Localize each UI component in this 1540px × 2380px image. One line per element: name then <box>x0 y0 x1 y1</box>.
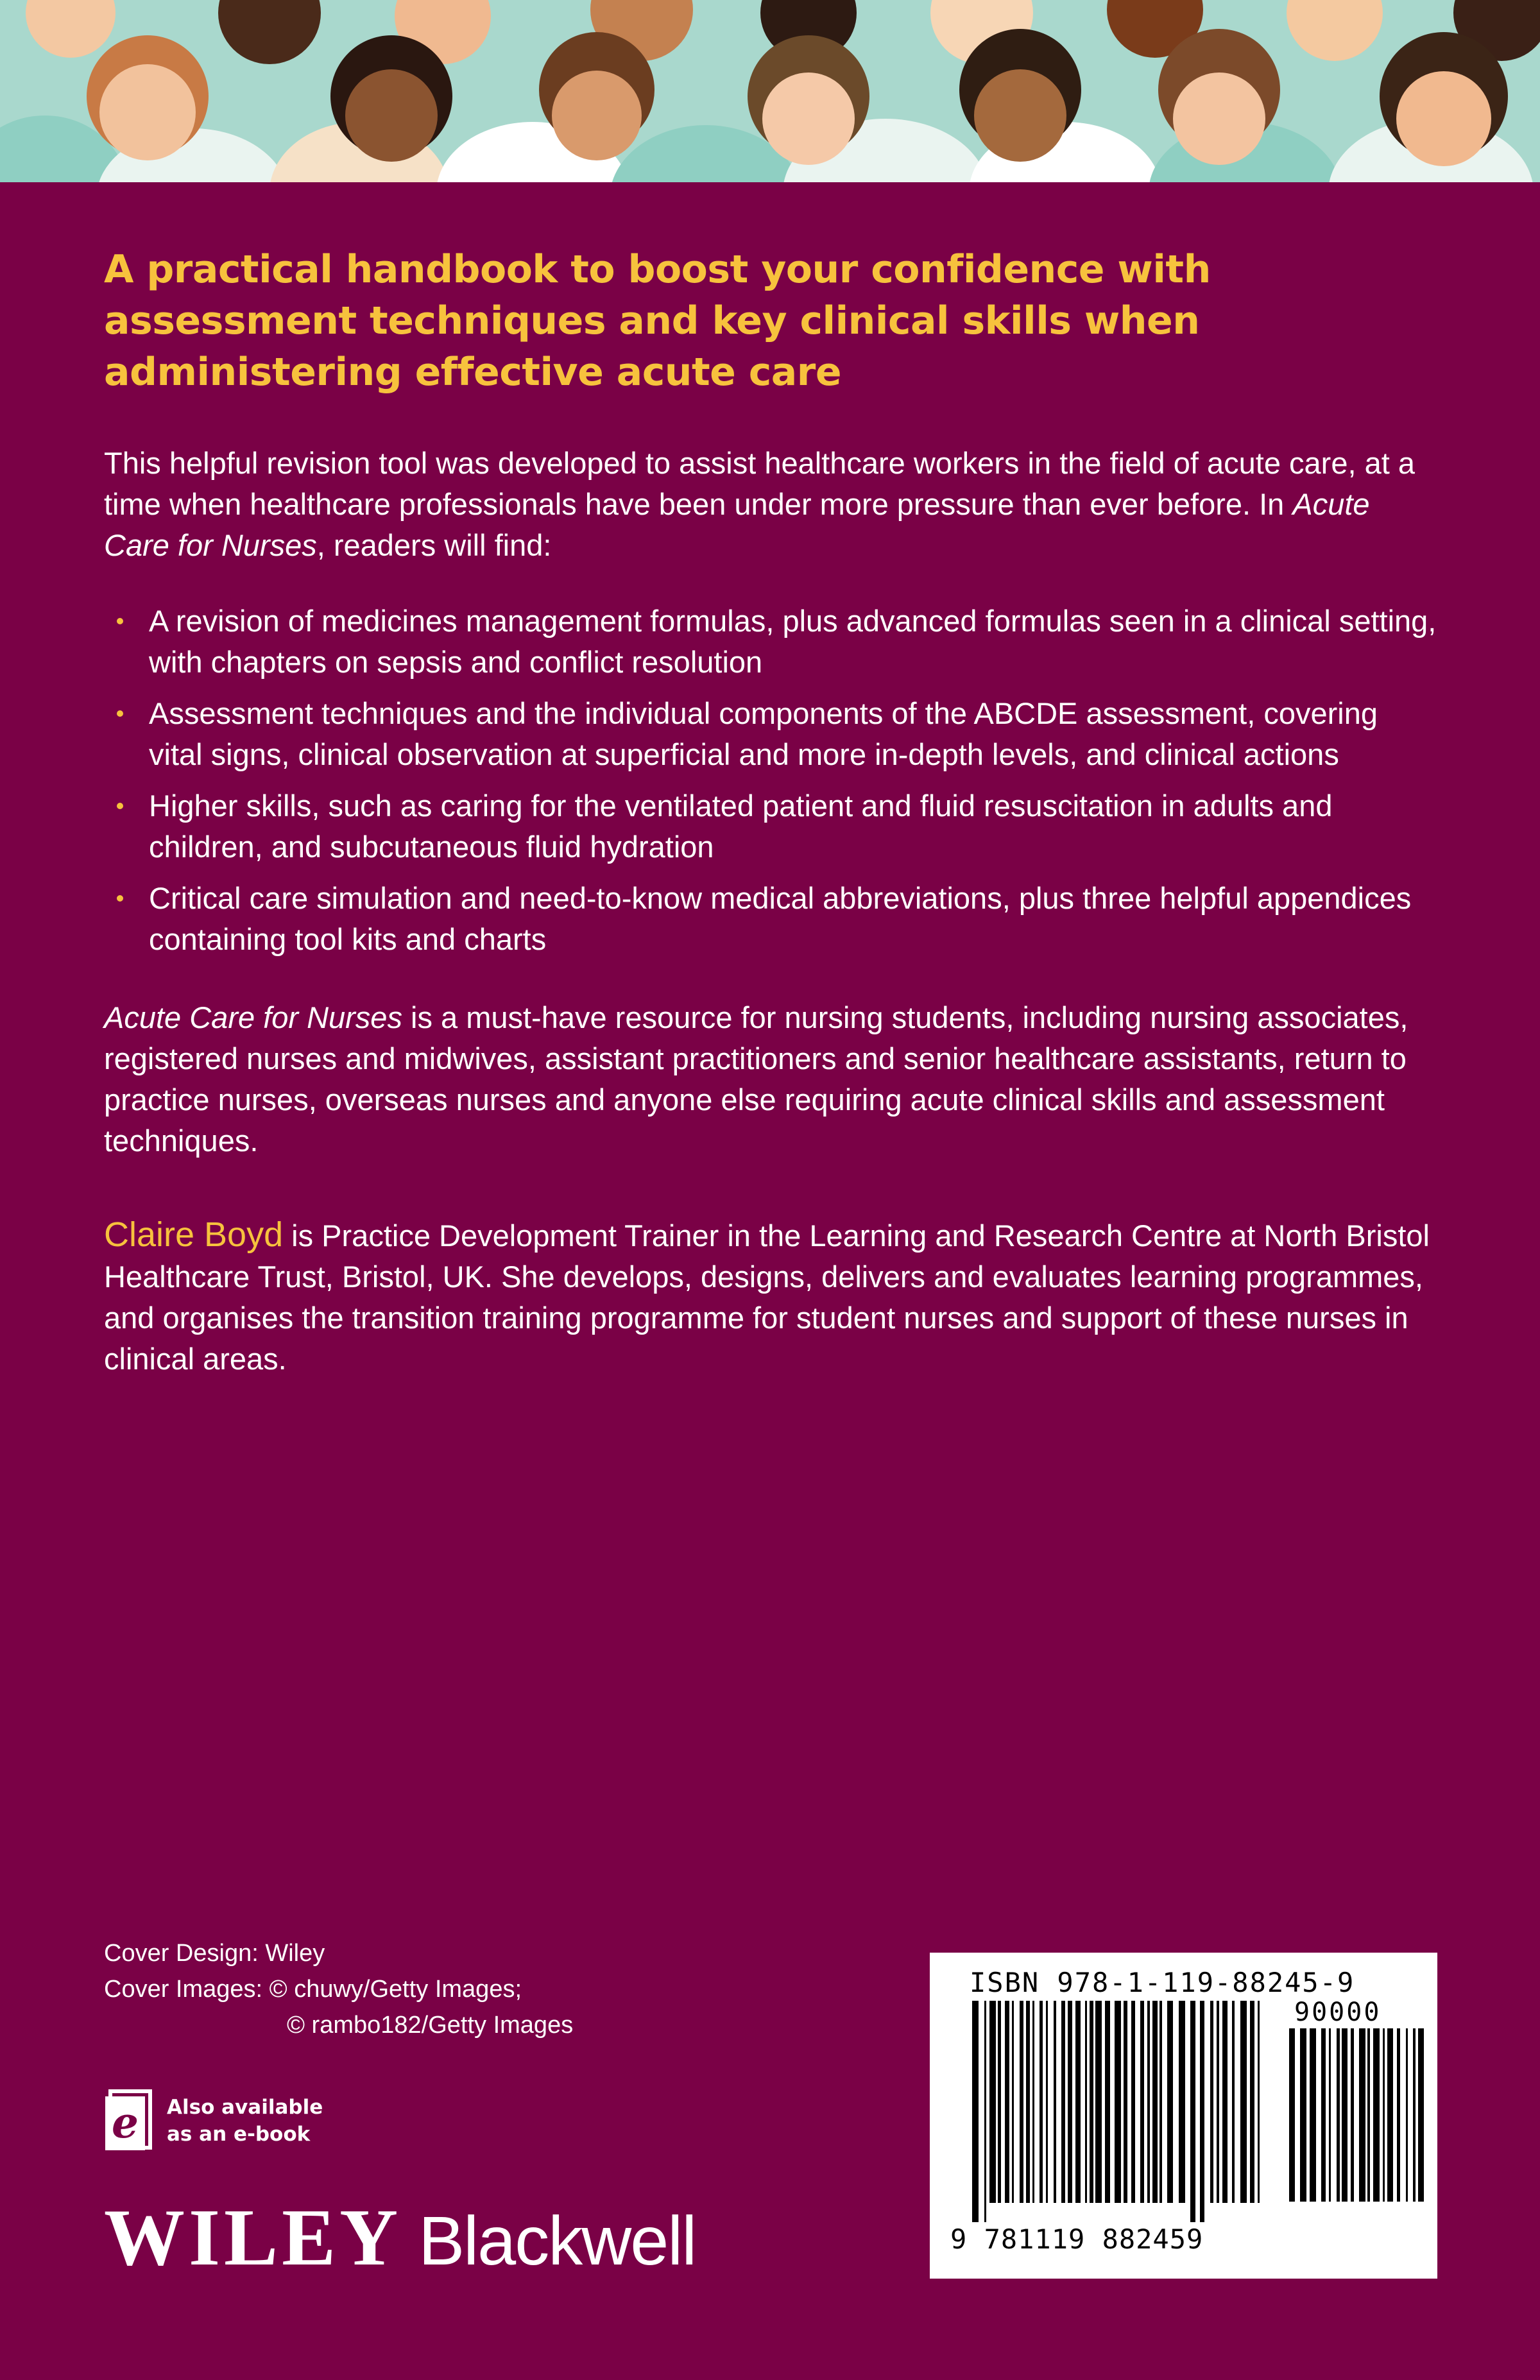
cover-images-credit-line1: Cover Images: © chuwy/Getty Images; <box>104 1976 522 2003</box>
cover-design-credit: Cover Design: Wiley <box>104 1940 325 1967</box>
cover-images-credit-line2: © rambo182/Getty Images <box>287 2012 574 2039</box>
barcode-bar <box>998 2001 1001 2203</box>
barcode-bar <box>1240 2001 1247 2203</box>
barcode-bar <box>1337 2028 1340 2202</box>
barcode-bar <box>1159 2001 1162 2203</box>
ebook-icon-letter: e <box>112 2098 139 2148</box>
barcode-bar <box>1085 2001 1087 2203</box>
intro-text-before: This helpful revision tool was developed to assist healthcare workers in the field of acute care, at a time when healthcare professionals have been under more pressure than ever before. In <box>104 446 1415 521</box>
barcode-bar <box>1310 2028 1316 2202</box>
barcode-bar <box>1397 2028 1400 2202</box>
barcode-bar <box>1367 2028 1370 2202</box>
bullet-dot-icon <box>117 618 123 624</box>
publisher-logo <box>104 2193 696 2282</box>
barcode-bar <box>1005 2001 1009 2203</box>
logo-wiley: WILEY <box>104 2193 402 2282</box>
barcode-bar <box>1167 2001 1173 2203</box>
list-item-text: Critical care simulation and need-to-know medical abbreviations, plus three helpful appendices containing tool kits and charts <box>149 881 1412 956</box>
cover-headline: A practical handbook to boost your confidence with assessment techniques and key clinical skills when administering effective acute care <box>104 247 1211 395</box>
barcode-bar <box>1054 2001 1056 2203</box>
list-item <box>104 785 1439 868</box>
barcode-bar <box>1179 2001 1185 2203</box>
ebook-line2: as an e-book <box>167 2123 311 2146</box>
list-item <box>104 693 1439 775</box>
list-item <box>104 601 1439 683</box>
barcode-bar <box>1373 2028 1380 2202</box>
intro-paragraph <box>104 443 1439 566</box>
barcode-bars-main <box>972 2001 1267 2222</box>
price-code: 90000 <box>1294 1998 1382 2027</box>
bullet-dot-icon <box>117 710 123 717</box>
barcode-bar <box>1075 2001 1081 2203</box>
author-bio <box>104 1214 1439 1380</box>
barcode-bar <box>1012 2001 1014 2203</box>
list-item-text: Assessment techniques and the individual components of the ABCDE assessment, covering vital signs, clinical observation at superficial and more in-depth levels, and clinical actions <box>149 696 1378 771</box>
barcode-bar <box>1232 2001 1235 2203</box>
bullet-dot-icon <box>117 803 123 809</box>
barcode-bar <box>1115 2001 1121 2203</box>
barcode-bar <box>1359 2028 1365 2202</box>
barcode-bar <box>1217 2001 1219 2203</box>
barcode-bar <box>1046 2001 1048 2203</box>
list-item <box>104 878 1439 960</box>
barcode-bar <box>1068 2001 1072 2203</box>
barcode-bar <box>1200 2001 1204 2222</box>
barcode-bar <box>1300 2028 1306 2202</box>
barcode-bar <box>1289 2028 1295 2202</box>
barcode-bar <box>1140 2001 1144 2203</box>
summary-paragraph <box>104 997 1439 1161</box>
barcode-bar <box>1090 2001 1093 2203</box>
crowd-illustration <box>0 0 1540 182</box>
barcode-bar <box>972 2001 979 2222</box>
barcode-bar <box>1222 2001 1228 2203</box>
author-bio-text: is Practice Development Trainer in the Learning and Research Centre at North Bristol Healthcare Trust, Bristol, UK. She develops, designs, delivers and evaluates learning programmes, and organises the transition training programme for student nurses and support of these nurses in clinical areas. <box>104 1219 1430 1376</box>
author-name: Claire Boyd <box>104 1215 284 1254</box>
summary-book-title: Acute Care for Nurses <box>104 1000 402 1034</box>
barcode-bar <box>984 2001 986 2222</box>
ebook-text <box>167 2094 323 2148</box>
barcode-bar <box>1152 2001 1158 2203</box>
barcode-bar <box>1413 2028 1416 2202</box>
barcode-bar <box>989 2001 996 2203</box>
barcode-bar <box>1095 2001 1102 2203</box>
barcode-bar <box>1258 2001 1260 2203</box>
barcode-bar <box>1210 2001 1213 2203</box>
ebook-icon <box>104 2089 155 2153</box>
barcode-bar <box>1351 2028 1354 2202</box>
feature-list <box>104 601 1439 960</box>
barcode-bar <box>1061 2001 1065 2203</box>
barcode-bar <box>1342 2028 1348 2202</box>
barcode-bar <box>1124 2001 1127 2203</box>
barcode-digits: 9 781119 882459 <box>950 2223 1204 2255</box>
barcode-bar <box>1321 2028 1326 2202</box>
barcode-bar <box>1105 2001 1110 2203</box>
intro-book-title: Acute Care for Nurses <box>104 487 1370 562</box>
cover-credits <box>104 1935 573 2043</box>
intro-text-after: , readers will find: <box>316 528 552 562</box>
barcode-bar <box>1383 2028 1385 2202</box>
barcode-bar <box>1406 2028 1408 2202</box>
isbn-barcode <box>930 1953 1437 2279</box>
back-cover-content <box>104 244 1439 1380</box>
barcode-bar <box>1131 2001 1135 2203</box>
barcode-bar <box>1418 2028 1424 2202</box>
barcode-bar <box>1147 2001 1150 2203</box>
barcode-bar <box>1329 2028 1331 2202</box>
ebook-line1: Also available <box>167 2096 323 2119</box>
list-item-text: Higher skills, such as caring for the ventilated patient and fluid resuscitation in adults and children, and subcutaneous fluid hydration <box>149 789 1333 864</box>
summary-text: is a must-have resource for nursing students, including nursing associates, registered nurses and midwives, assistant practitioners and senior healthcare assistants, return to practice nurses, overseas nurses and anyone else requiring acute clinical skills and assessment techniques. <box>104 1000 1408 1158</box>
barcode-bars-addon <box>1289 2028 1424 2221</box>
cover-illustration-people <box>0 0 1540 182</box>
barcode-bar <box>1040 2001 1043 2203</box>
barcode-bar <box>1250 2001 1254 2203</box>
logo-blackwell: Blackwell <box>418 2202 696 2279</box>
barcode-bar <box>1032 2001 1034 2203</box>
bullet-dot-icon <box>117 895 123 902</box>
isbn-label: ISBN 978-1-119-88245-9 <box>970 1967 1355 1998</box>
barcode-bar <box>1387 2028 1393 2202</box>
ebook-notice <box>104 2089 323 2153</box>
barcode-bar <box>1026 2001 1030 2203</box>
list-item-text: A revision of medicines management formulas, plus advanced formulas seen in a clinical setting, with chapters on sepsis and conflict resolution <box>149 604 1437 679</box>
barcode-bar <box>1020 2001 1023 2203</box>
barcode-bar <box>1190 2001 1195 2222</box>
